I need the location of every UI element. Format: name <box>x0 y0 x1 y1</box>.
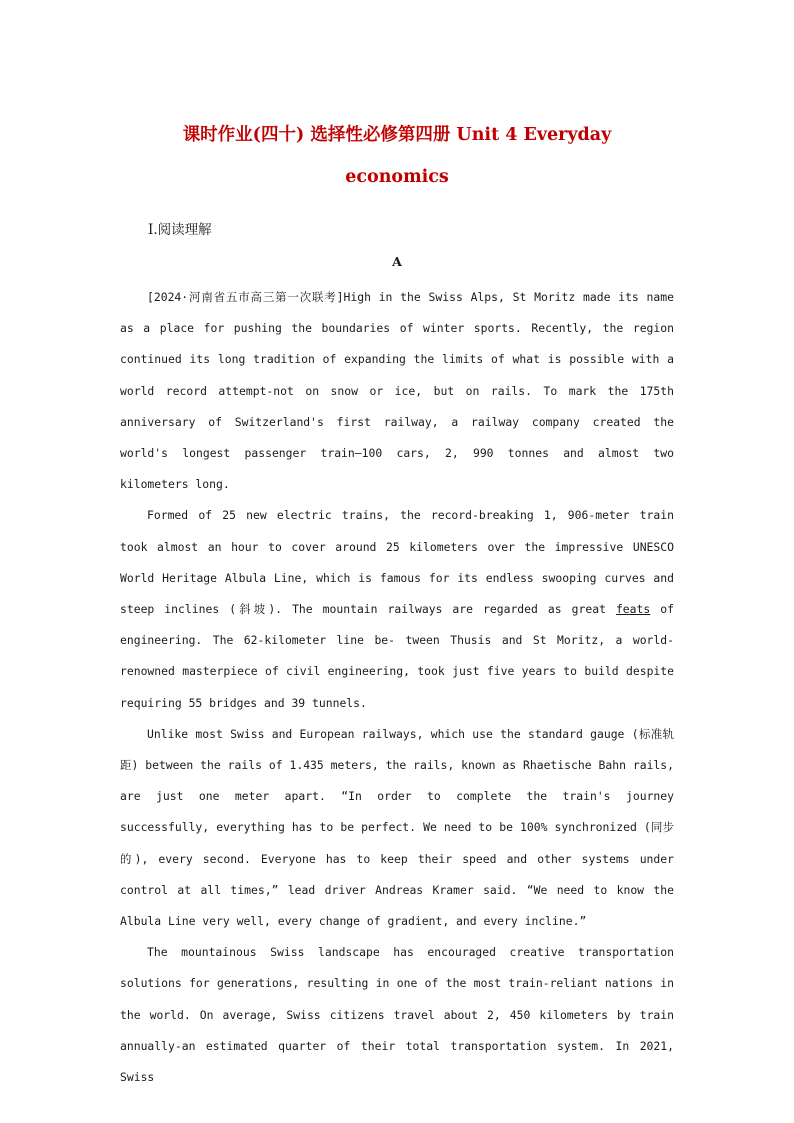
paragraph-2 <box>120 500 674 718</box>
paragraph-4: The mountainous Swiss landscape has encouraged creative transportation solutions for generations, resulting in one of the most train-reliant nations in the world. On average, Swiss citizens travel about 2, 450 kilometers by train annually-an estimated quarter of their total transportation system. In 2021, Swiss <box>120 945 674 1085</box>
paragraph-2-text-before: Formed of 25 new electric trains, the record-breaking 1, 906-meter train took almost an hour to cover around 25 kilometers over the impressive UNESCO World Heritage Albula Line, which is famous for its endless swooping curves and steep inclines (斜坡). The mountain railways are regarded as great <box>120 508 674 617</box>
page-title-line-2: economics <box>345 167 449 187</box>
paragraph-1: [2024·河南省五市高三第一次联考]High in the Swiss Alps, St Moritz made its name as a place for pushing the boundaries of winter sports. Recently, the region continued its long tradition of expanding the limits of what is possible with a world record attempt-not on snow or ice, but on rails. To mark the 175th anniversary of Switzerland's first railway, a railway company created the world's longest passenger train—100 cars, 2, 990 tonnes and almost two kilometers long. <box>120 290 674 492</box>
page-title-line-1: 课时作业(四十) 选择性必修第四册 Unit 4 Everyday <box>182 125 612 145</box>
passage-body <box>120 282 674 1093</box>
paragraph-3: Unlike most Swiss and European railways, which use the standard gauge (标准轨距) between the rails of 1.435 meters, the rails, known as Rhaetische Bahn rails, are just one meter apart. “In order to complete the train's journey successfully, everything has to be perfect. We need to be 100% synchronized (同步的), every second. Everyone has to keep their speed and other systems under control at all times,” lead driver Andreas Kramer said. “We need to know the Albula Line very well, every change of gradient, and every incline.” <box>120 726 674 929</box>
section-heading: Ⅰ.阅读理解 <box>148 222 212 238</box>
underlined-word: feats <box>615 602 651 617</box>
part-heading: A <box>392 254 402 269</box>
paragraph-2-text-after: of engineering. The 62-kilometer line be- tween Thusis and St Moritz, a world-renowned masterpiece of civil engineering, took just five years to build despite requiring 55 bridges and 39 tunnels. <box>120 602 674 710</box>
